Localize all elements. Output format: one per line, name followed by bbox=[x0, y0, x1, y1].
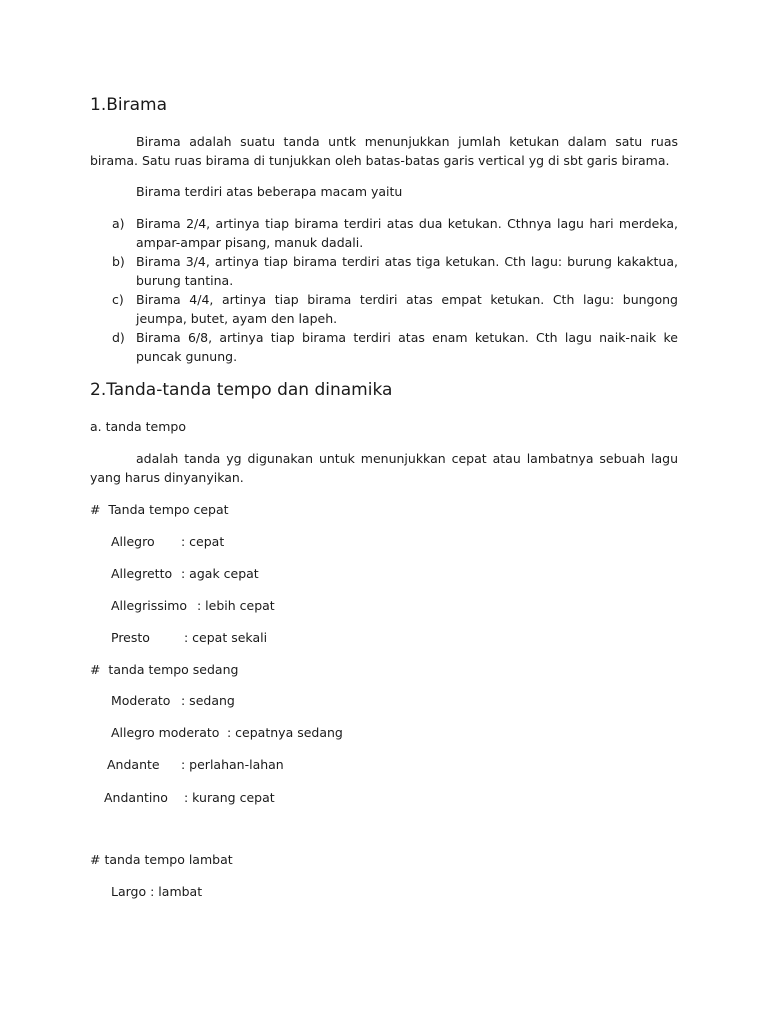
term-row bbox=[111, 564, 172, 583]
list-marker: a) bbox=[112, 216, 125, 231]
term-meaning: : agak cepat bbox=[181, 566, 259, 581]
birama-lead: Birama terdiri atas beberapa macam yaitu bbox=[136, 184, 403, 199]
list-item bbox=[112, 252, 678, 290]
term-label: Allegrissimo bbox=[111, 598, 188, 613]
subheading-tanda-tempo: a. tanda tempo bbox=[90, 419, 187, 434]
list-item-text: Birama 2/4, artinya tiap birama terdiri atas dua ketukan. Cthnya lagu hari merdeka, ampar-ampar pisang, manuk dadali. bbox=[136, 216, 678, 250]
term-meaning: : cepat bbox=[181, 534, 225, 549]
list-item-text: Birama 3/4, artinya tiap birama terdiri atas tiga ketukan. Cth lagu: burung kakaktua, burung tantina. bbox=[136, 254, 678, 288]
term-row bbox=[111, 628, 150, 647]
list-item-text: Birama 4/4, artinya tiap birama terdiri atas empat ketukan. Cth lagu: bungong jeumpa, butet, ayam den lapeh. bbox=[136, 292, 678, 326]
term-label: Andantino bbox=[104, 790, 168, 805]
list-item bbox=[112, 214, 678, 252]
birama-definition: Birama adalah suatu tanda untk menunjukkan jumlah ketukan dalam satu ruas birama. Satu ruas birama di tunjukkan oleh batas-batas garis vertical yg di sbt garis birama. bbox=[90, 134, 678, 168]
list-marker: c) bbox=[112, 292, 124, 307]
list-item bbox=[112, 328, 678, 366]
section-heading-birama: 1.Birama bbox=[90, 95, 167, 115]
slow-tempo-title: # tanda tempo lambat bbox=[90, 852, 233, 867]
medium-tempo-title: # tanda tempo sedang bbox=[90, 662, 239, 677]
term-label: Allegretto bbox=[111, 566, 173, 581]
term-meaning: : perlahan-lahan bbox=[181, 757, 284, 772]
term-label: Allegro bbox=[111, 534, 155, 549]
tempo-definition: adalah tanda yg digunakan untuk menunjukkan cepat atau lambatnya sebuah lagu yang harus dinyanyikan. bbox=[90, 451, 678, 485]
term-meaning: : cepat sekali bbox=[184, 630, 268, 645]
list-item-text: Birama 6/8, artinya tiap birama terdiri atas enam ketukan. Cth lagu naik-naik ke puncak gunung. bbox=[136, 330, 678, 364]
list-marker: d) bbox=[112, 330, 125, 345]
term-label: Moderato bbox=[111, 693, 171, 708]
term-label: Andante bbox=[107, 757, 160, 772]
birama-list bbox=[112, 214, 678, 366]
term-row bbox=[104, 788, 168, 807]
term-label: Presto bbox=[111, 630, 150, 645]
fast-tempo-title: # Tanda tempo cepat bbox=[90, 502, 229, 517]
term-meaning: : lebih cepat bbox=[197, 598, 275, 613]
term-label: Allegro moderato bbox=[111, 725, 220, 740]
term-meaning: : sedang bbox=[181, 693, 235, 708]
term-row bbox=[111, 532, 155, 551]
list-item bbox=[112, 290, 678, 328]
term-meaning: : cepatnya sedang bbox=[227, 725, 343, 740]
term-row bbox=[111, 596, 187, 615]
section-heading-tempo: 2.Tanda-tanda tempo dan dinamika bbox=[90, 380, 393, 400]
term-meaning: : lambat bbox=[150, 884, 203, 899]
term-row bbox=[111, 882, 202, 901]
term-label: Largo bbox=[111, 884, 147, 899]
list-marker: b) bbox=[112, 254, 125, 269]
term-row bbox=[111, 723, 219, 742]
term-row bbox=[111, 691, 170, 710]
term-meaning: : kurang cepat bbox=[184, 790, 275, 805]
term-row bbox=[107, 755, 160, 774]
